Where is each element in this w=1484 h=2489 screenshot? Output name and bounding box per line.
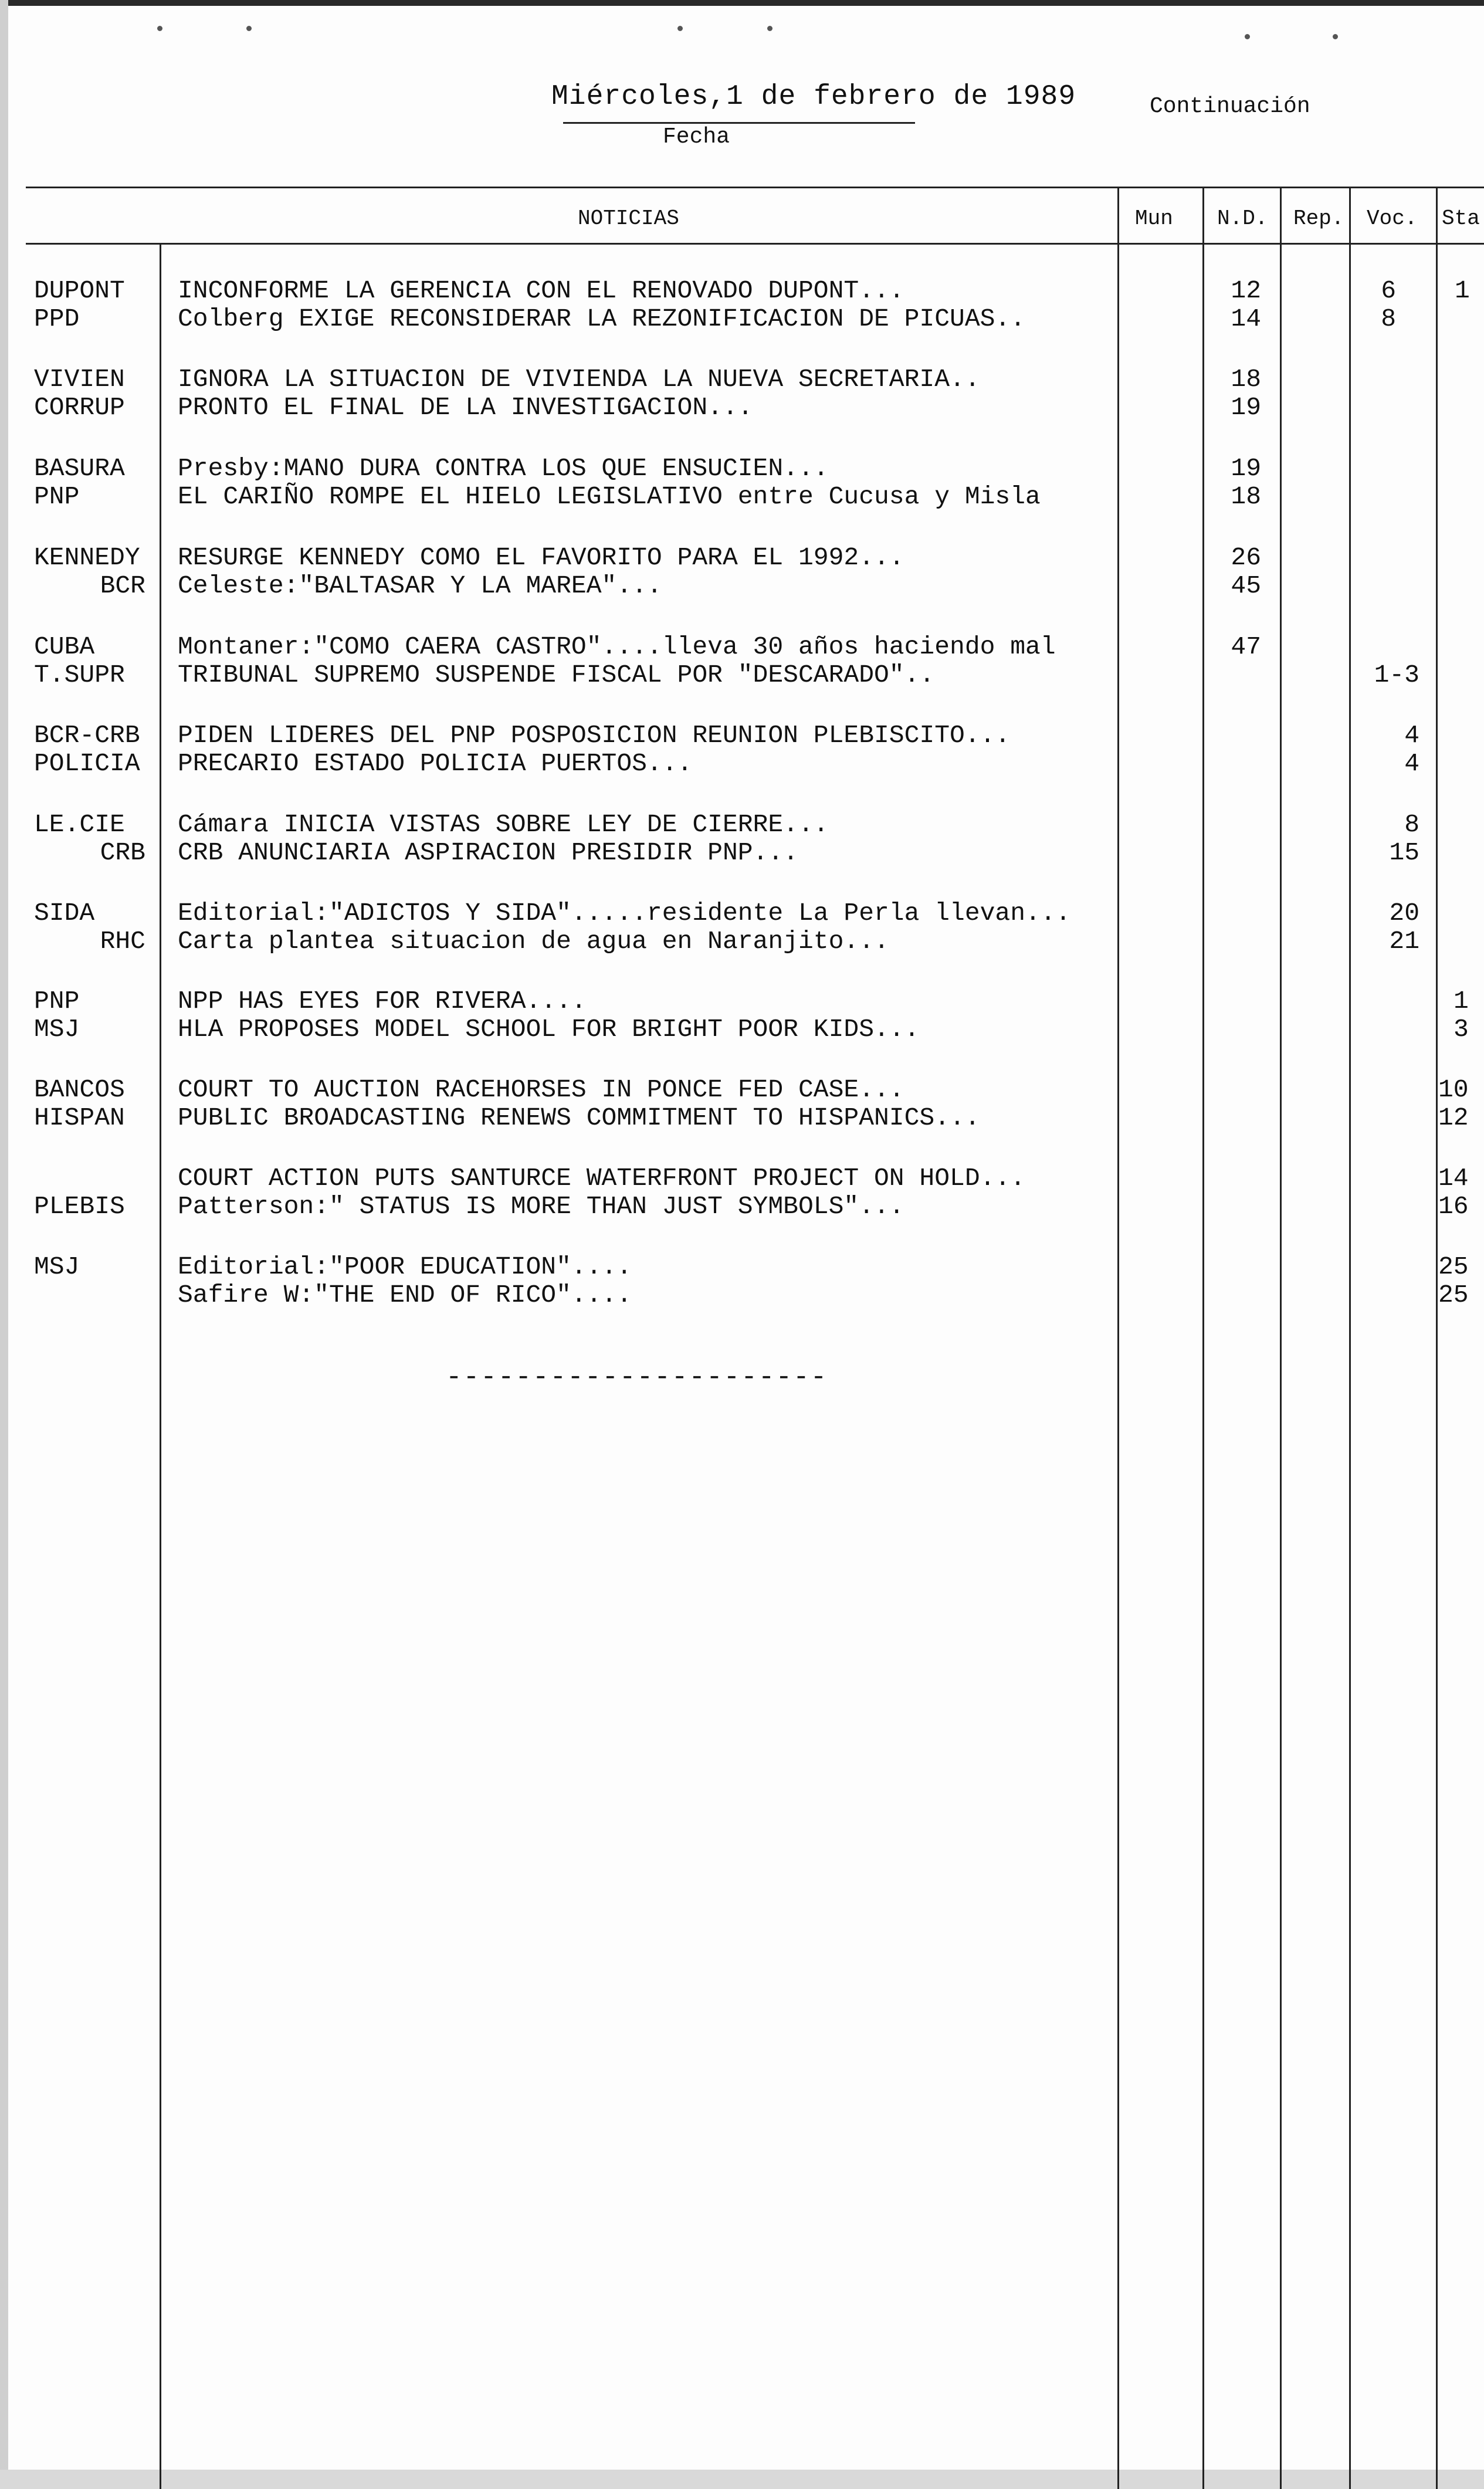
row-headline: Colberg EXIGE RECONSIDERAR LA REZONIFICACION DE PICUAS..: [178, 304, 1026, 333]
row-headline: Editorial:"ADICTOS Y SIDA".....residente La Perla llevan...: [178, 899, 1071, 927]
left-edge: [0, 0, 8, 2489]
continuation-label: Continuación: [1150, 94, 1310, 119]
row-voc: 8: [1404, 810, 1419, 839]
bottom-shade: [0, 2470, 1484, 2489]
row-headline: IGNORA LA SITUACION DE VIVIENDA LA NUEVA SECRETARIA..: [178, 365, 980, 394]
row-nd: 26: [1231, 543, 1261, 572]
row-voc: 15: [1389, 838, 1419, 867]
row-code: PNP: [34, 482, 80, 511]
header-voc: Voc.: [1367, 206, 1418, 231]
date-underline: [563, 122, 915, 124]
header-noticias: NOTICIAS: [578, 206, 679, 231]
date-label: Fecha: [663, 124, 730, 150]
row-voc: 4: [1404, 721, 1419, 750]
table-top-rule: [26, 187, 1484, 188]
row-sta: 12: [1438, 1103, 1469, 1132]
row-code: VIVIEN: [34, 365, 125, 394]
row-code: T.SUPR: [34, 661, 125, 689]
speck: [677, 26, 683, 31]
row-code: DUPONT: [34, 276, 125, 305]
mun-column-divider: [1117, 187, 1119, 2489]
row-code: POLICIA: [34, 749, 140, 778]
row-sta: 25: [1438, 1252, 1469, 1281]
row-code: KENNEDY: [34, 543, 140, 572]
row-voc: 1-3: [1374, 661, 1419, 689]
row-sta: 25: [1438, 1281, 1469, 1309]
speck: [157, 26, 162, 31]
row-code: HISPAN: [34, 1103, 125, 1132]
row-headline: PIDEN LIDERES DEL PNP POSPOSICION REUNION PLEBISCITO...: [178, 721, 1011, 750]
row-code: RHC: [100, 927, 145, 956]
top-border: [0, 0, 1484, 6]
table-header-rule: [26, 243, 1484, 245]
row-headline: Patterson:" STATUS IS MORE THAN JUST SYMBOLS"...: [178, 1192, 904, 1221]
speck: [1245, 34, 1250, 39]
row-code: MSJ: [34, 1252, 80, 1281]
row-voc: 20: [1389, 899, 1419, 927]
row-nd: 19: [1231, 454, 1261, 483]
row-headline: Presby:MANO DURA CONTRA LOS QUE ENSUCIEN...: [178, 454, 829, 483]
row-nd: 12: [1231, 276, 1261, 305]
row-headline: Cámara INICIA VISTAS SOBRE LEY DE CIERRE...: [178, 810, 829, 839]
nd-column-divider: [1202, 187, 1204, 2489]
row-headline: PRECARIO ESTADO POLICIA PUERTOS...: [178, 749, 693, 778]
voc-column-divider: [1349, 187, 1351, 2489]
row-code: BCR-CRB: [34, 721, 140, 750]
row-sta: 10: [1438, 1075, 1469, 1104]
sta-column-divider: [1436, 187, 1438, 2489]
row-code: CRB: [100, 838, 145, 867]
row-headline: PRONTO EL FINAL DE LA INVESTIGACION...: [178, 393, 753, 422]
row-headline: RESURGE KENNEDY COMO EL FAVORITO PARA EL 1992...: [178, 543, 904, 572]
header-nd: N.D.: [1217, 206, 1268, 231]
row-code: CORRUP: [34, 393, 125, 422]
row-sta: 16: [1438, 1192, 1469, 1221]
row-headline: Carta plantea situacion de agua en Naranjito...: [178, 927, 889, 956]
closing-dashes: ----------------------: [446, 1362, 828, 1393]
row-headline: PUBLIC BROADCASTING RENEWS COMMITMENT TO HISPANICS...: [178, 1103, 980, 1132]
row-code: MSJ: [34, 1015, 80, 1044]
row-code: BCR: [100, 571, 145, 600]
header-mun: Mun: [1135, 206, 1173, 231]
row-nd: 18: [1231, 482, 1261, 511]
row-nd: 19: [1231, 393, 1261, 422]
row-voc: 8: [1381, 304, 1396, 333]
row-headline: CRB ANUNCIARIA ASPIRACION PRESIDIR PNP...: [178, 838, 798, 867]
row-sta: 14: [1438, 1164, 1469, 1193]
row-code: BANCOS: [34, 1075, 125, 1104]
row-sta: 1: [1455, 276, 1470, 305]
row-voc: 6: [1381, 276, 1396, 305]
row-headline: COURT TO AUCTION RACEHORSES IN PONCE FED CASE...: [178, 1075, 904, 1104]
row-headline: NPP HAS EYES FOR RIVERA....: [178, 987, 587, 1015]
row-code: CUBA: [34, 632, 95, 661]
row-sta: 1: [1453, 987, 1469, 1015]
row-nd: 47: [1231, 632, 1261, 661]
row-code: PPD: [34, 304, 80, 333]
row-code: LE.CIE: [34, 810, 125, 839]
code-column-divider: [160, 243, 161, 2489]
row-headline: HLA PROPOSES MODEL SCHOOL FOR BRIGHT POOR KIDS...: [178, 1015, 920, 1044]
speck: [767, 26, 773, 31]
row-sta: 3: [1453, 1015, 1469, 1044]
row-headline: INCONFORME LA GERENCIA CON EL RENOVADO DUPONT...: [178, 276, 904, 305]
date-line: Miércoles,1 de febrero de 1989: [551, 81, 1076, 113]
row-nd: 14: [1231, 304, 1261, 333]
row-headline: Safire W:"THE END OF RICO"....: [178, 1281, 632, 1309]
row-code: SIDA: [34, 899, 95, 927]
row-code: BASURA: [34, 454, 125, 483]
speck: [246, 26, 252, 31]
row-code: PLEBIS: [34, 1192, 125, 1221]
speck: [1333, 34, 1338, 39]
row-voc: 4: [1404, 749, 1419, 778]
rep-column-divider: [1280, 187, 1282, 2489]
header-sta: Sta: [1442, 206, 1480, 231]
row-headline: EL CARIÑO ROMPE EL HIELO LEGISLATIVO entre Cucusa y Misla: [178, 482, 1041, 511]
row-nd: 18: [1231, 365, 1261, 394]
row-headline: Celeste:"BALTASAR Y LA MAREA"...: [178, 571, 662, 600]
row-headline: TRIBUNAL SUPREMO SUSPENDE FISCAL POR "DESCARADO"..: [178, 661, 935, 689]
row-voc: 21: [1389, 927, 1419, 956]
header-rep: Rep.: [1293, 206, 1344, 231]
row-headline: Editorial:"POOR EDUCATION"....: [178, 1252, 632, 1281]
row-code: PNP: [34, 987, 80, 1015]
row-headline: COURT ACTION PUTS SANTURCE WATERFRONT PROJECT ON HOLD...: [178, 1164, 1026, 1193]
row-nd: 45: [1231, 571, 1261, 600]
row-headline: Montaner:"COMO CAERA CASTRO"....lleva 30 años haciendo mal: [178, 632, 1056, 661]
